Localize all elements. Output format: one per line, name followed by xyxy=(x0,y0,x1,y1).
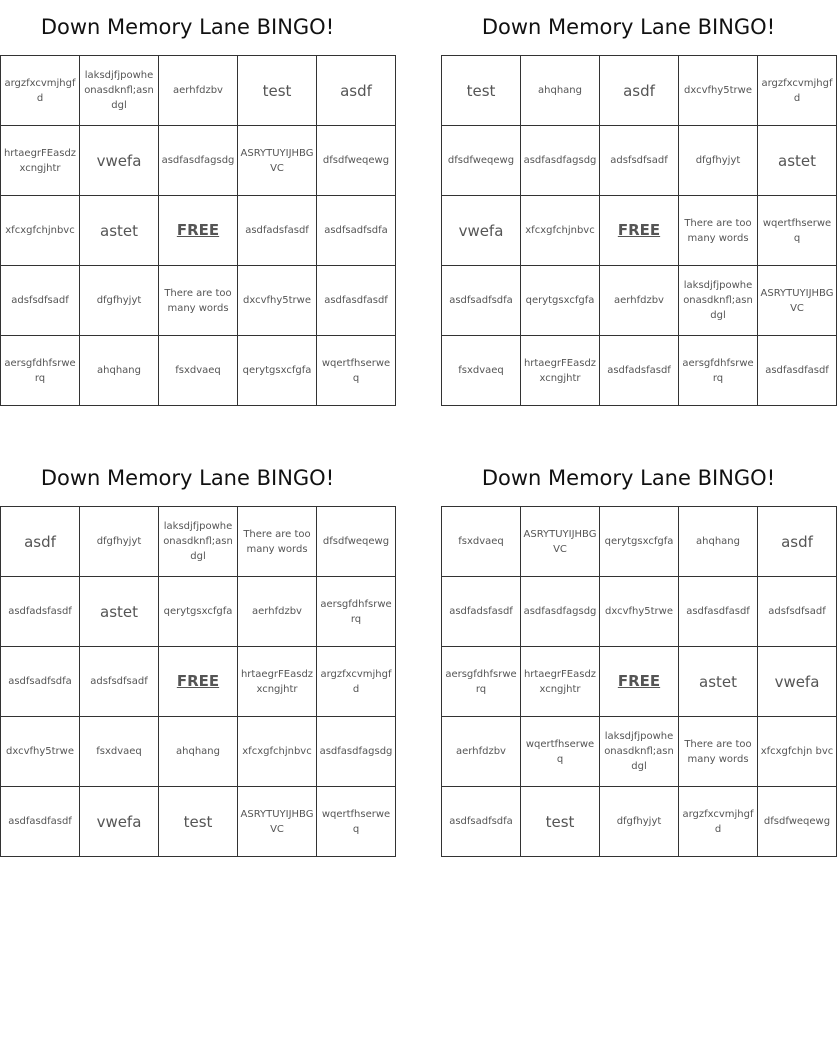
bingo-cell: asdfasdfagsdg xyxy=(521,126,600,196)
bingo-cell: dxcvfhy5trwe xyxy=(679,56,758,126)
bingo-cell: fsxdvaeq xyxy=(159,336,238,406)
bingo-cell: argzfxcvmjhgfd xyxy=(758,56,837,126)
bingo-cell: test xyxy=(442,56,521,126)
bingo-cell: adsfsdfsadf xyxy=(1,266,80,336)
grid-row xyxy=(442,787,837,857)
bingo-cell: There are too many words xyxy=(159,266,238,336)
grid-row xyxy=(442,126,837,196)
grid-row xyxy=(1,56,396,126)
bingo-cell: dfgfhyjyt xyxy=(600,787,679,857)
bingo-cell: aerhfdzbv xyxy=(442,717,521,787)
bingo-cell: wqertfhserweq xyxy=(521,717,600,787)
bingo-cell: qerytgsxcfgfa xyxy=(600,507,679,577)
bingo-cell: There are too many words xyxy=(679,717,758,787)
bingo-cell: dfgfhyjyt xyxy=(679,126,758,196)
bingo-cell: asdfadsfasdf xyxy=(1,577,80,647)
bingo-cell: There are too many words xyxy=(679,196,758,266)
free-space: FREE xyxy=(600,196,679,266)
bingo-cell: asdf xyxy=(758,507,837,577)
bingo-cell: vwefa xyxy=(80,787,159,857)
bingo-card-1 xyxy=(0,0,391,406)
bingo-cell: laksdjfjpowheonasdknfl;asndgl xyxy=(159,507,238,577)
bingo-cell: ASRYTUYIJHBGVC xyxy=(238,787,317,857)
free-space: FREE xyxy=(600,647,679,717)
bingo-cell: asdfasdfasdf xyxy=(1,787,80,857)
card-title: Down Memory Lane BINGO! xyxy=(481,15,776,39)
bingo-cell: hrtaegrFEasdzxcngjhtr xyxy=(521,336,600,406)
bingo-cell: qerytgsxcfgfa xyxy=(159,577,238,647)
grid-row xyxy=(1,507,396,577)
bingo-cell: aersgfdhfsrwerq xyxy=(1,336,80,406)
bingo-cell: asdfasdfasdf xyxy=(758,336,837,406)
bingo-cell: adsfsdfsadf xyxy=(758,577,837,647)
bingo-cell: ahqhang xyxy=(679,507,758,577)
bingo-cell: asdfasdfagsdg xyxy=(521,577,600,647)
grid-row xyxy=(442,266,837,336)
bingo-cell: ahqhang xyxy=(521,56,600,126)
bingo-cell: asdfsadfsdfa xyxy=(442,787,521,857)
bingo-cell: qerytgsxcfgfa xyxy=(521,266,600,336)
bingo-cell: fsxdvaeq xyxy=(80,717,159,787)
bingo-cell: aerhfdzbv xyxy=(159,56,238,126)
grid-row xyxy=(442,717,837,787)
bingo-card-4 xyxy=(441,451,834,857)
free-space: FREE xyxy=(159,647,238,717)
grid-row xyxy=(442,577,837,647)
bingo-cell: argzfxcvmjhgfd xyxy=(679,787,758,857)
bingo-grid xyxy=(0,55,396,406)
bingo-cell: dfgfhyjyt xyxy=(80,507,159,577)
bingo-cell: adsfsdfsadf xyxy=(600,126,679,196)
bingo-cell: ASRYTUYIJHBGVC xyxy=(521,507,600,577)
grid-row xyxy=(1,647,396,717)
bingo-cell: hrtaegrFEasdzxcngjhtr xyxy=(1,126,80,196)
bingo-cell: dfsdfweqewg xyxy=(758,787,837,857)
bingo-cell: hrtaegrFEasdzxcngjhtr xyxy=(238,647,317,717)
bingo-cell: asdf xyxy=(317,56,396,126)
bingo-cell: qerytgsxcfgfa xyxy=(238,336,317,406)
bingo-cell: asdfasdfagsdg xyxy=(159,126,238,196)
bingo-cell: asdfasdfasdf xyxy=(679,577,758,647)
grid-row xyxy=(1,577,396,647)
bingo-cell: dfsdfweqewg xyxy=(317,507,396,577)
bingo-cell: wqertfhserweq xyxy=(758,196,837,266)
grid-row xyxy=(442,336,837,406)
bingo-cell: dxcvfhy5trwe xyxy=(600,577,679,647)
bingo-cell: astet xyxy=(80,577,159,647)
bingo-cell: aerhfdzbv xyxy=(600,266,679,336)
grid-row xyxy=(1,196,396,266)
card-title: Down Memory Lane BINGO! xyxy=(481,466,776,490)
bingo-cell: laksdjfjpowheonasdknfl;asndgl xyxy=(600,717,679,787)
grid-row xyxy=(1,126,396,196)
bingo-cell: astet xyxy=(80,196,159,266)
bingo-cell: aersgfdhfsrwerq xyxy=(442,647,521,717)
bingo-cell: asdfsadfsdfa xyxy=(442,266,521,336)
bingo-cell: astet xyxy=(679,647,758,717)
bingo-cell: astet xyxy=(758,126,837,196)
bingo-cell: aersgfdhfsrwerq xyxy=(679,336,758,406)
bingo-cell: test xyxy=(238,56,317,126)
bingo-cell: dfgfhyjyt xyxy=(80,266,159,336)
bingo-cell: wqertfhserweq xyxy=(317,787,396,857)
bingo-grid xyxy=(441,506,837,857)
bingo-cell: xfcxgfchjnbvc xyxy=(521,196,600,266)
bingo-cell: laksdjfjpowheonasdknfl;asndgl xyxy=(679,266,758,336)
grid-row xyxy=(442,56,837,126)
bingo-card-3 xyxy=(0,451,393,857)
grid-row xyxy=(442,507,837,577)
bingo-card-2 xyxy=(441,0,834,406)
bingo-cell: asdfadsfasdf xyxy=(238,196,317,266)
bingo-cell: aerhfdzbv xyxy=(238,577,317,647)
bingo-cell: aersgfdhfsrwerq xyxy=(317,577,396,647)
bingo-cell: ahqhang xyxy=(80,336,159,406)
bingo-cell: dfsdfweqewg xyxy=(317,126,396,196)
bingo-cell: xfcxgfchjnbvc xyxy=(238,717,317,787)
bingo-cell: test xyxy=(521,787,600,857)
bingo-grid xyxy=(441,55,837,406)
bingo-cell: vwefa xyxy=(442,196,521,266)
grid-row xyxy=(442,647,837,717)
bingo-cell: argzfxcvmjhgfd xyxy=(1,56,80,126)
bingo-cell: laksdjfjpowheonasdknfl;asndgl xyxy=(80,56,159,126)
grid-row xyxy=(1,336,396,406)
bingo-cell: xfcxgfchjnbvc xyxy=(1,196,80,266)
bingo-cell: fsxdvaeq xyxy=(442,507,521,577)
grid-row xyxy=(1,266,396,336)
bingo-cell: asdfadsfasdf xyxy=(442,577,521,647)
bingo-cell: asdfsadfsdfa xyxy=(1,647,80,717)
bingo-cell: test xyxy=(159,787,238,857)
bingo-cell: ASRYTUYIJHBGVC xyxy=(238,126,317,196)
grid-row xyxy=(442,196,837,266)
bingo-cell: hrtaegrFEasdzxcngjhtr xyxy=(521,647,600,717)
bingo-cell: vwefa xyxy=(758,647,837,717)
bingo-cell: vwefa xyxy=(80,126,159,196)
bingo-cell: asdfasdfasdf xyxy=(317,266,396,336)
card-title: Down Memory Lane BINGO! xyxy=(40,466,335,490)
bingo-grid xyxy=(0,506,396,857)
bingo-cell: asdf xyxy=(1,507,80,577)
bingo-cell: asdf xyxy=(600,56,679,126)
free-space: FREE xyxy=(159,196,238,266)
bingo-cell: asdfadsfasdf xyxy=(600,336,679,406)
bingo-cell: adsfsdfsadf xyxy=(80,647,159,717)
grid-row xyxy=(1,717,396,787)
bingo-cell: xfcxgfchjn bvc xyxy=(758,717,837,787)
card-title: Down Memory Lane BINGO! xyxy=(40,15,335,39)
bingo-cell: There are too many words xyxy=(238,507,317,577)
bingo-cell: wqertfhserweq xyxy=(317,336,396,406)
bingo-cell: ahqhang xyxy=(159,717,238,787)
bingo-cell: argzfxcvmjhgfd xyxy=(317,647,396,717)
bingo-cell: asdfasdfagsdg xyxy=(317,717,396,787)
bingo-cell: dxcvfhy5trwe xyxy=(238,266,317,336)
bingo-cell: asdfsadfsdfa xyxy=(317,196,396,266)
bingo-cell: dxcvfhy5trwe xyxy=(1,717,80,787)
bingo-cell: ASRYTUYIJHBGVC xyxy=(758,266,837,336)
bingo-cell: fsxdvaeq xyxy=(442,336,521,406)
bingo-cell: dfsdfweqewg xyxy=(442,126,521,196)
grid-row xyxy=(1,787,396,857)
